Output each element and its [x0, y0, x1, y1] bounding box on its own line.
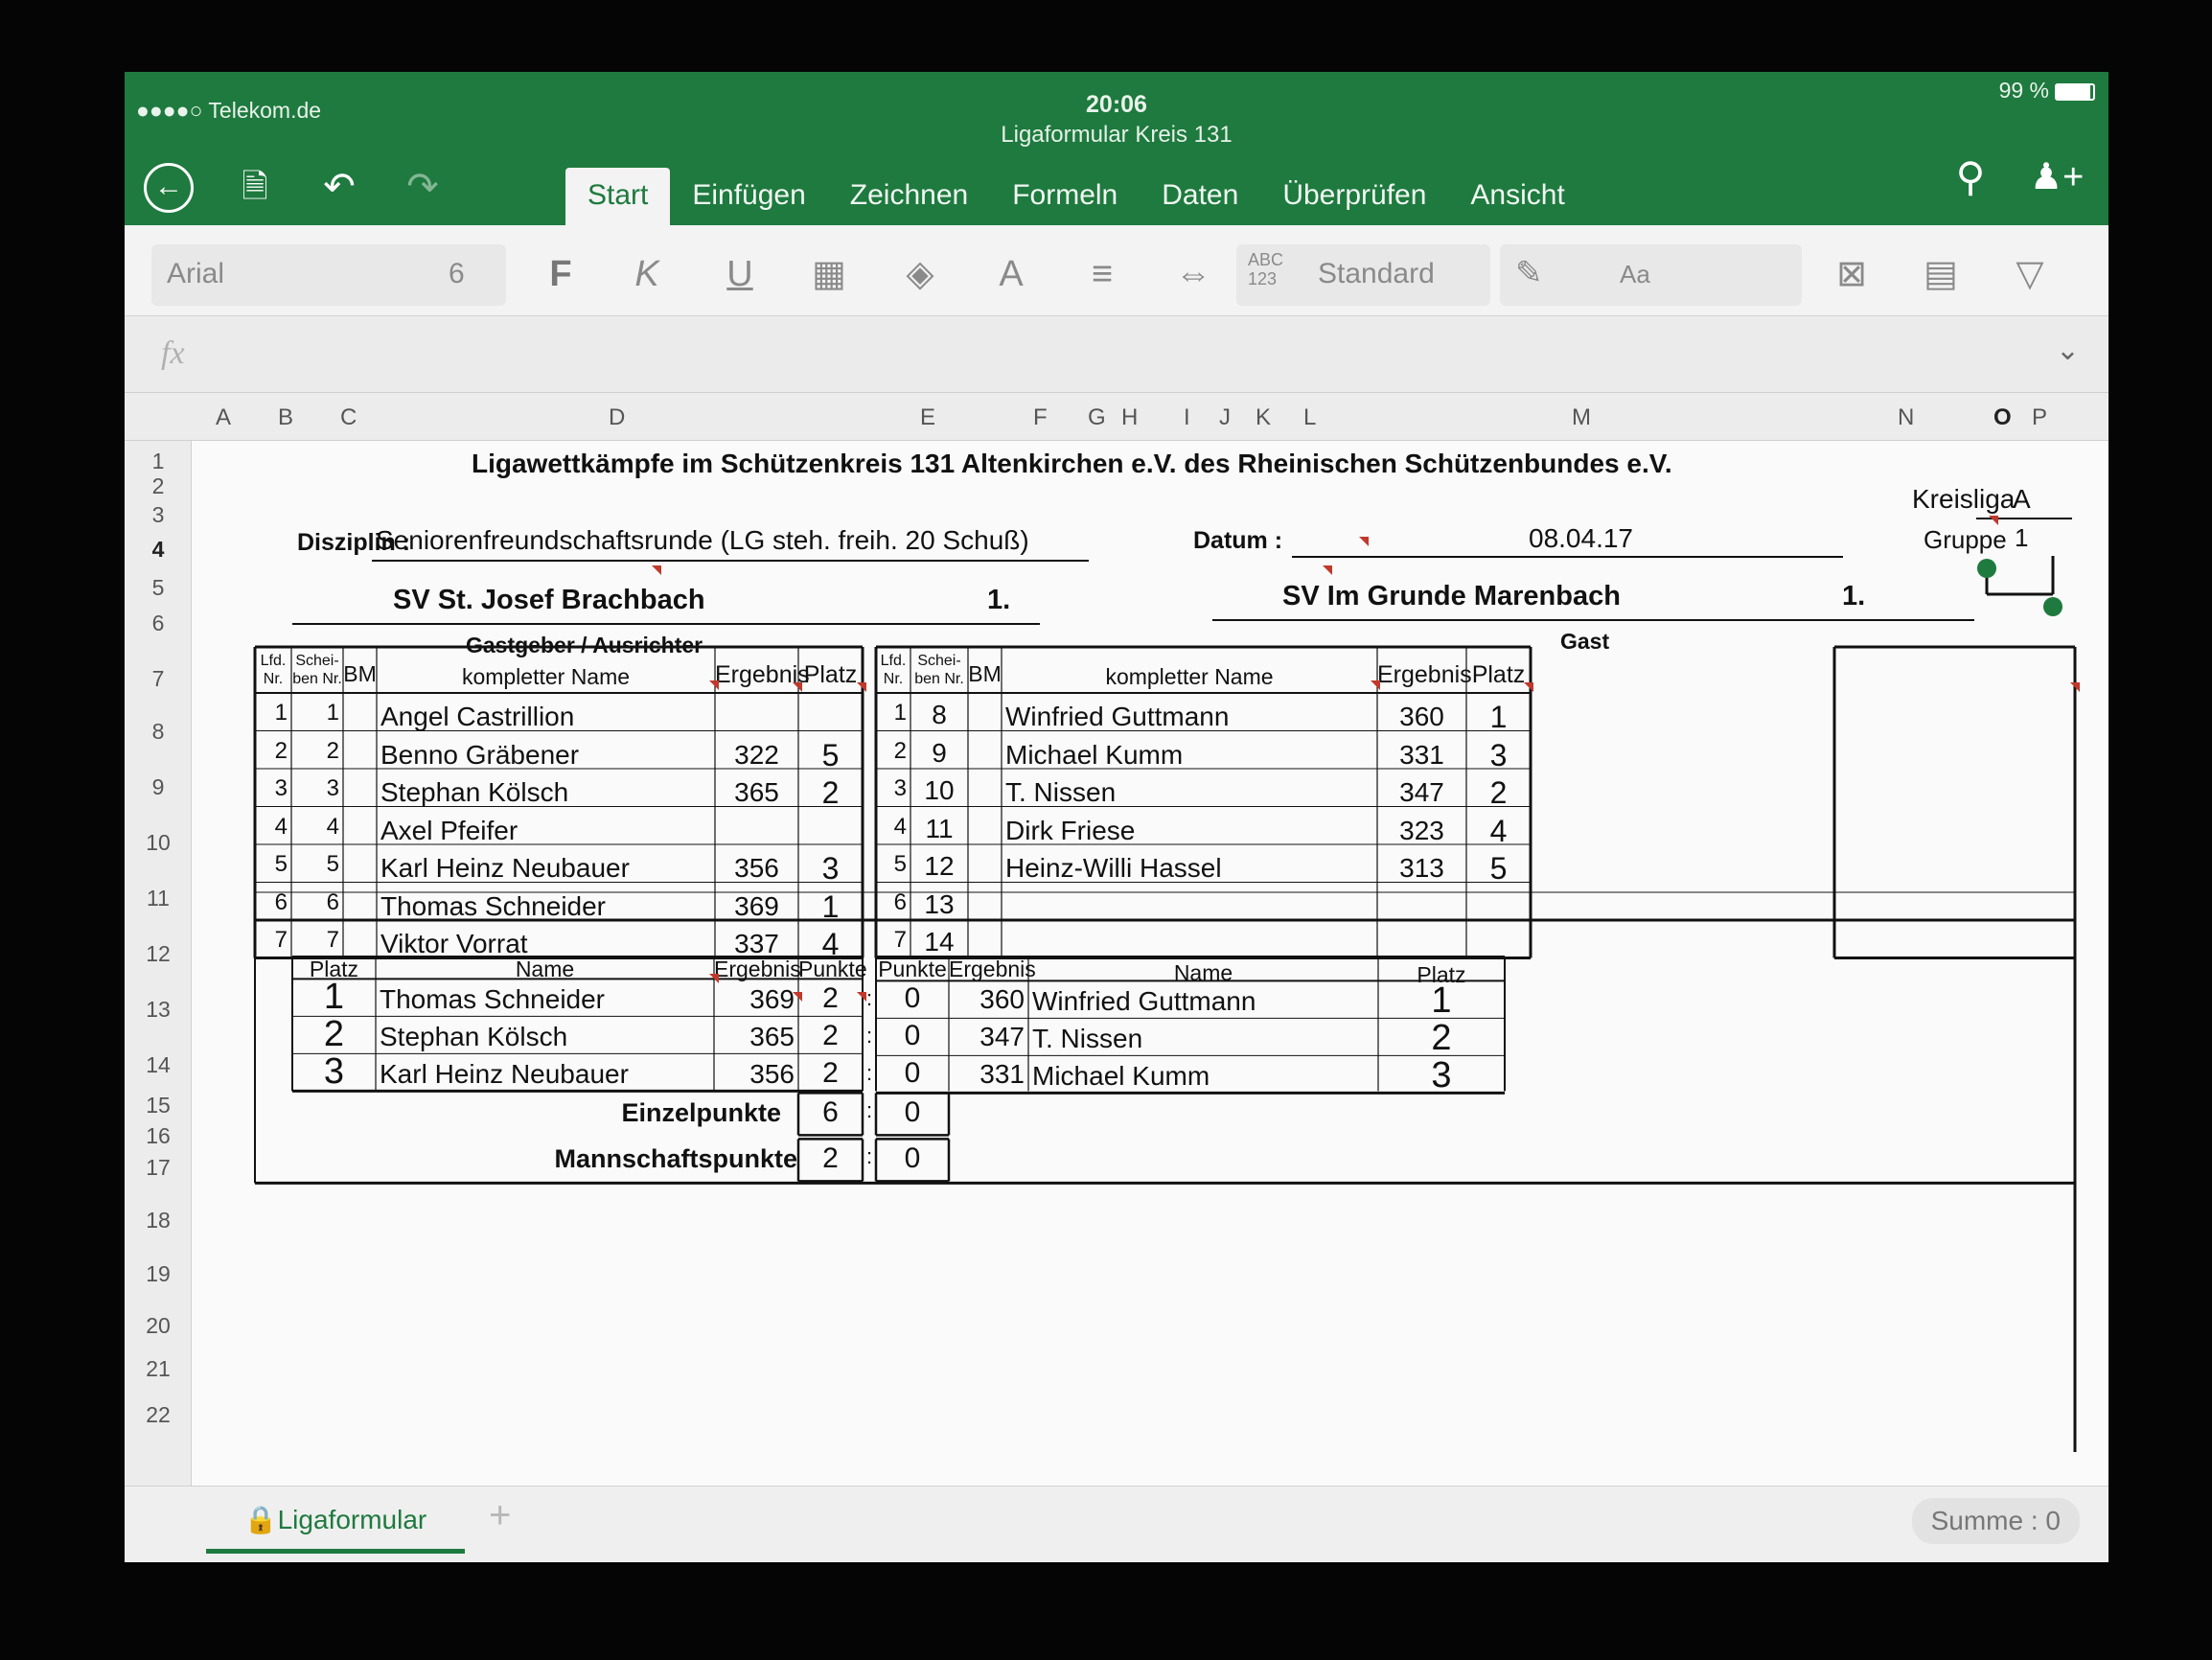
col-header[interactable]: B — [278, 404, 294, 430]
selection-handle-icon[interactable] — [1977, 559, 1996, 578]
selection-handle-icon[interactable] — [2043, 597, 2062, 616]
home-lfd[interactable]: 6 — [274, 888, 288, 915]
summary-home-platz[interactable]: 2 — [323, 1014, 345, 1055]
home-ergebnis[interactable]: 356 — [734, 853, 779, 883]
lock-icon: 🔒 — [243, 1505, 278, 1534]
sheet-tabbar — [125, 1486, 2108, 1562]
col-header[interactable]: C — [340, 404, 357, 430]
merge-cells-icon[interactable]: ⇔ — [1175, 254, 1211, 294]
comment-marker-icon[interactable] — [652, 565, 661, 575]
guest-hdr-lfd[interactable]: Lfd. Nr. — [880, 653, 907, 687]
home-hdr-ergebnis[interactable]: Ergebnis — [715, 661, 810, 688]
disziplin-label: Disziplin : — [297, 529, 411, 556]
home-hdr-scheiben[interactable]: Schei- ben Nr. — [292, 653, 342, 687]
add-person-icon[interactable]: ♟+ — [2030, 157, 2085, 197]
sheet-tab-label: Ligaformular — [277, 1505, 427, 1534]
summary-guest-hdr-name[interactable]: Name — [1173, 960, 1233, 985]
home-name[interactable]: Karl Heinz Neubauer — [380, 853, 630, 883]
home-hdr-platz[interactable]: Platz — [803, 661, 858, 688]
guest-lfd[interactable]: 6 — [893, 888, 907, 915]
back-arrow-icon[interactable]: ← — [144, 163, 194, 213]
comment-marker-icon[interactable] — [1524, 682, 1533, 692]
einzelpunkte-home[interactable]: 6 — [822, 1096, 839, 1129]
summary-guest-name[interactable]: T. Nissen — [1032, 1024, 1143, 1054]
col-header[interactable]: G — [1088, 404, 1106, 430]
tab-ueberpruefen[interactable]: Überprüfen — [1282, 179, 1427, 211]
row-header[interactable]: 11 — [147, 886, 170, 911]
comment-marker-icon[interactable] — [2070, 682, 2080, 692]
guest-ergebnis[interactable]: 360 — [1399, 702, 1444, 731]
col-header[interactable]: K — [1256, 404, 1272, 430]
score-colon[interactable]: : — [865, 1144, 873, 1169]
summary-guest-punkte[interactable]: 0 — [904, 1057, 921, 1090]
document-title: Ligaformular Kreis 131 — [1001, 122, 1233, 148]
row-header[interactable]: 10 — [146, 830, 171, 855]
battery-icon — [2055, 83, 2095, 101]
col-header[interactable]: O — [1993, 404, 2012, 430]
datum-value[interactable]: 08.04.17 — [1529, 523, 1633, 553]
summary-guest-platz[interactable]: 1 — [1431, 980, 1452, 1022]
kreisliga-label: Kreisliga — [1912, 484, 2016, 514]
home-scheibe[interactable]: 5 — [326, 851, 339, 877]
row-header[interactable]: 20 — [146, 1313, 171, 1338]
row-header[interactable]: 2 — [151, 473, 165, 498]
guest-lfd[interactable]: 2 — [893, 737, 907, 764]
guest-team-name[interactable]: SV Im Grunde Marenbach — [1282, 581, 1621, 611]
tab-daten[interactable]: Daten — [1162, 179, 1239, 211]
guest-scheibe[interactable]: 13 — [924, 888, 955, 919]
home-ergebnis[interactable]: 365 — [734, 777, 779, 807]
home-team-number[interactable]: 1. — [987, 585, 1011, 615]
score-colon[interactable]: : — [865, 1098, 873, 1123]
summary-home-ergebnis[interactable]: 356 — [749, 1059, 795, 1090]
home-lfd[interactable]: 3 — [274, 775, 288, 801]
spreadsheet-grid[interactable] — [192, 441, 2108, 1562]
guest-hdr-ergebnis[interactable]: Ergebnis — [1377, 661, 1472, 688]
summary-home-hdr-punkte[interactable]: Punkte — [798, 957, 867, 981]
summary-home-platz[interactable]: 1 — [323, 977, 345, 1018]
row-header[interactable]: 1 — [151, 449, 165, 473]
summary-guest-ergebnis[interactable]: 347 — [979, 1022, 1025, 1052]
add-sheet-button[interactable]: + — [489, 1494, 512, 1536]
einzelpunkte-guest[interactable]: 0 — [904, 1096, 921, 1129]
summary-guest-platz[interactable]: 2 — [1431, 1018, 1452, 1059]
row-header[interactable]: 9 — [151, 774, 165, 799]
summary-guest-name[interactable]: Winfried Guttmann — [1032, 986, 1256, 1017]
col-header[interactable]: M — [1572, 404, 1591, 430]
home-hdr-name[interactable]: kompletter Name — [461, 664, 631, 689]
summary-guest-punkte[interactable]: 0 — [904, 982, 921, 1015]
guest-ergebnis[interactable]: 331 — [1399, 739, 1444, 770]
chevron-down-icon[interactable]: ⌄ — [2055, 334, 2080, 366]
row-header[interactable]: 8 — [151, 719, 165, 744]
gruppe-value[interactable]: 1 — [2015, 523, 2029, 552]
pen-icon: ✎ — [1515, 255, 1543, 291]
search-icon[interactable]: ⚲ — [1955, 154, 1986, 199]
guest-name[interactable]: Dirk Friese — [1005, 815, 1136, 845]
home-name[interactable]: Benno Gräbener — [380, 739, 580, 770]
row-header[interactable]: 21 — [146, 1356, 171, 1381]
home-lfd[interactable]: 2 — [274, 737, 288, 764]
col-header[interactable]: A — [216, 404, 232, 430]
comment-marker-icon[interactable] — [709, 974, 719, 983]
home-platz[interactable]: 3 — [821, 851, 840, 886]
guest-name[interactable]: T. Nissen — [1005, 777, 1117, 807]
row-header[interactable]: 16 — [146, 1123, 171, 1148]
gruppe-label: Gruppe — [1924, 525, 2007, 554]
tab-start[interactable]: Start — [565, 168, 670, 225]
number-format-label: Standard — [1318, 258, 1435, 289]
guest-hdr-bm[interactable]: BM — [968, 661, 1002, 686]
comment-marker-icon[interactable] — [709, 680, 719, 690]
row-header[interactable]: 14 — [146, 1052, 171, 1077]
comment-marker-icon[interactable] — [857, 992, 866, 1002]
summary-home-punkte[interactable]: 2 — [822, 1020, 839, 1052]
delete-cells-icon[interactable]: ⊠ — [1836, 254, 1867, 294]
home-platz[interactable]: 2 — [821, 775, 840, 810]
guest-lfd[interactable]: 3 — [893, 775, 907, 801]
comment-marker-icon[interactable] — [793, 992, 802, 1002]
comment-marker-icon[interactable] — [1371, 680, 1380, 690]
guest-scheibe[interactable]: 14 — [924, 927, 955, 957]
battery-label: 99 % — [1998, 78, 2049, 103]
score-colon[interactable]: : — [865, 1061, 873, 1086]
home-platz[interactable]: 1 — [821, 888, 840, 924]
summary-home-punkte[interactable]: 2 — [822, 982, 839, 1015]
borders-icon[interactable]: ▦ — [812, 254, 846, 294]
sum-indicator: Summe : 0 — [1912, 1498, 2080, 1544]
number-format-icon: ABC 123 — [1248, 250, 1284, 288]
home-name[interactable]: Angel Castrillion — [380, 702, 575, 731]
font-name: Arial — [167, 258, 225, 289]
row-header[interactable]: 7 — [151, 666, 165, 691]
guest-ergebnis[interactable]: 323 — [1399, 815, 1444, 845]
comment-marker-icon[interactable] — [1323, 565, 1332, 575]
row-header[interactable]: 19 — [146, 1261, 171, 1286]
column-width-icon[interactable]: ▤ — [1924, 254, 1958, 294]
number-format-picker[interactable] — [1236, 244, 1490, 306]
home-hdr-bm[interactable]: BM — [343, 661, 377, 686]
tab-formeln[interactable]: Formeln — [1012, 179, 1118, 211]
formula-bar[interactable] — [125, 316, 2108, 393]
home-scheibe[interactable]: 7 — [326, 927, 339, 953]
fx-label: fx — [161, 335, 185, 371]
sheet-title: Ligawettkämpfe im Schützenkreis 131 Altenkirchen e.V. des Rheinischen Schützenbundes e.V. — [472, 449, 1672, 478]
row-header[interactable]: 6 — [151, 611, 165, 635]
home-name[interactable]: Viktor Vorrat — [380, 929, 528, 958]
tab-ansicht[interactable]: Ansicht — [1470, 179, 1565, 211]
row-headers — [125, 441, 192, 1562]
summary-home-name[interactable]: Thomas Schneider — [380, 984, 606, 1015]
sort-filter-icon[interactable]: ▽ — [2016, 254, 2044, 294]
styles-label: Aa — [1620, 260, 1650, 288]
battery-indicator — [1999, 78, 2095, 104]
ribbon-tabs — [565, 168, 1587, 225]
guest-hdr-platz[interactable]: Platz — [1471, 661, 1526, 688]
summary-home-name[interactable]: Stephan Kölsch — [380, 1022, 568, 1052]
guest-lfd[interactable]: 4 — [893, 813, 907, 840]
summary-home-hdr-ergebnis[interactable]: Ergebnis — [714, 957, 801, 981]
italic-button[interactable]: K — [634, 254, 659, 294]
row-header[interactable]: 12 — [146, 941, 171, 966]
row-header[interactable]: 5 — [151, 575, 165, 600]
guest-team-number[interactable]: 1. — [1842, 581, 1866, 611]
mannschaftspunkte-home[interactable]: 2 — [822, 1142, 839, 1175]
home-hdr-lfd[interactable]: Lfd. Nr. — [260, 653, 287, 687]
font-size[interactable]: 6 — [449, 258, 465, 289]
sheet-tab-ligaformular[interactable] — [206, 1490, 465, 1554]
home-platz[interactable]: 4 — [821, 927, 840, 961]
col-header[interactable]: H — [1121, 404, 1139, 430]
guest-scheibe[interactable]: 11 — [925, 813, 954, 843]
summary-guest-platz[interactable]: 3 — [1431, 1055, 1452, 1096]
guest-scheibe[interactable]: 10 — [924, 775, 955, 805]
summary-home-hdr-name[interactable]: Name — [515, 957, 575, 981]
home-team-name[interactable]: SV St. Josef Brachbach — [393, 585, 705, 615]
summary-guest-ergebnis[interactable]: 331 — [979, 1059, 1025, 1090]
summary-guest-hdr-platz[interactable]: Platz — [1417, 962, 1466, 987]
score-colon[interactable]: : — [865, 1024, 873, 1049]
underline-button[interactable]: U — [726, 254, 753, 294]
guest-name[interactable]: Michael Kumm — [1005, 739, 1184, 770]
column-headers — [125, 393, 2108, 441]
summary-guest-punkte[interactable]: 0 — [904, 1020, 921, 1052]
row-header[interactable]: 4 — [151, 537, 165, 562]
bold-button[interactable]: F — [549, 254, 572, 294]
cell-styles-picker[interactable] — [1500, 244, 1802, 306]
home-scheibe[interactable]: 2 — [326, 737, 339, 764]
home-scheibe[interactable]: 1 — [326, 700, 339, 726]
summary-home-ergebnis[interactable]: 365 — [749, 1022, 795, 1052]
align-icon[interactable]: ≡ — [1091, 254, 1114, 294]
guest-ergebnis[interactable]: 347 — [1399, 777, 1444, 807]
guest-platz[interactable]: 1 — [1489, 700, 1508, 734]
home-ergebnis[interactable]: 337 — [734, 929, 779, 958]
guest-lfd[interactable]: 5 — [893, 851, 907, 877]
col-header[interactable]: E — [920, 404, 936, 430]
comment-marker-icon[interactable] — [793, 682, 802, 692]
col-header[interactable]: P — [2032, 404, 2048, 430]
undo-icon[interactable]: ↶ — [323, 166, 356, 208]
home-platz[interactable]: 5 — [821, 737, 840, 772]
home-lfd[interactable]: 7 — [274, 927, 288, 953]
summary-home-ergebnis[interactable]: 369 — [749, 984, 795, 1015]
guest-scheibe[interactable]: 8 — [932, 700, 947, 729]
font-color-button[interactable]: A — [999, 254, 1024, 294]
guest-platz[interactable]: 5 — [1489, 851, 1508, 886]
row-header[interactable]: 18 — [146, 1208, 171, 1233]
font-picker[interactable] — [151, 244, 506, 306]
einzelpunkte-label[interactable]: Einzelpunkte — [621, 1098, 781, 1128]
guest-scheibe[interactable]: 12 — [924, 851, 955, 881]
comment-marker-icon[interactable] — [857, 682, 866, 692]
summary-home-platz[interactable]: 3 — [323, 1051, 345, 1093]
col-header[interactable]: N — [1898, 404, 1915, 430]
tab-einfuegen[interactable]: Einfügen — [692, 179, 806, 211]
home-ergebnis[interactable]: 369 — [734, 890, 779, 921]
disziplin-value[interactable]: Seniorenfreundschaftsrunde (LG steh. freih. 20 Schuß) — [376, 525, 1029, 555]
guest-name[interactable]: Heinz-Willi Hassel — [1005, 853, 1222, 883]
guest-platz[interactable]: 2 — [1489, 775, 1508, 810]
row-header[interactable]: 15 — [146, 1093, 171, 1118]
comment-marker-icon[interactable] — [1989, 516, 1998, 525]
row-header[interactable]: 22 — [146, 1402, 171, 1427]
guest-hdr-scheiben[interactable]: Schei- ben Nr. — [914, 653, 964, 687]
summary-home-name[interactable]: Karl Heinz Neubauer — [380, 1059, 629, 1090]
row-header[interactable]: 17 — [146, 1155, 171, 1180]
home-scheibe[interactable]: 6 — [326, 888, 339, 915]
comment-marker-icon[interactable] — [1359, 537, 1369, 546]
row-header[interactable]: 3 — [151, 502, 165, 527]
home-lfd[interactable]: 4 — [274, 813, 288, 840]
clock-label: 20:06 — [1086, 91, 1147, 118]
guest-lfd[interactable]: 7 — [893, 927, 907, 953]
tab-zeichnen[interactable]: Zeichnen — [849, 179, 969, 211]
file-icon[interactable]: 🗎 — [242, 169, 268, 205]
col-header[interactable]: J — [1219, 404, 1231, 430]
col-header[interactable]: L — [1303, 404, 1317, 430]
summary-guest-hdr-ergebnis[interactable]: Ergebnis — [949, 957, 1036, 981]
summary-guest-name[interactable]: Michael Kumm — [1032, 1061, 1210, 1092]
col-header[interactable]: F — [1033, 404, 1048, 430]
home-name[interactable]: Thomas Schneider — [380, 890, 607, 921]
home-name[interactable]: Stephan Kölsch — [380, 777, 569, 807]
ribbon-toolbar — [125, 225, 2108, 316]
summary-home-hdr-platz[interactable]: Platz — [309, 957, 359, 981]
summary-guest-ergebnis[interactable]: 360 — [979, 984, 1025, 1015]
row-header[interactable]: 13 — [146, 997, 171, 1022]
col-header[interactable]: D — [609, 404, 626, 430]
datum-label: Datum : — [1193, 527, 1283, 554]
carrier-label: ●●●●○ Telekom.de — [136, 98, 322, 123]
home-lfd[interactable]: 5 — [274, 851, 288, 877]
redo-icon[interactable]: ↷ — [406, 166, 439, 208]
summary-home-punkte[interactable]: 2 — [822, 1057, 839, 1090]
guest-platz[interactable]: 3 — [1489, 737, 1508, 772]
col-header[interactable]: I — [1184, 404, 1190, 430]
home-lfd[interactable]: 1 — [274, 700, 288, 726]
kreisliga-value[interactable]: A — [2013, 484, 2031, 514]
guest-ergebnis[interactable]: 313 — [1399, 853, 1444, 883]
guest-name[interactable]: Winfried Guttmann — [1005, 702, 1230, 731]
guest-platz[interactable]: 4 — [1489, 813, 1508, 848]
guest-scheibe[interactable]: 9 — [932, 737, 947, 768]
guest-hdr-name[interactable]: kompletter Name — [1105, 664, 1274, 689]
home-name[interactable]: Axel Pfeifer — [380, 815, 518, 845]
score-colon[interactable]: : — [865, 986, 873, 1011]
title-bar — [125, 72, 2108, 225]
guest-role: Gast — [1560, 629, 1610, 654]
mannschaftspunkte-label[interactable]: Mannschaftspunkte — [554, 1144, 797, 1174]
home-role: Gastgeber / Ausrichter — [466, 633, 703, 657]
home-ergebnis[interactable]: 322 — [734, 739, 779, 770]
summary-guest-hdr-punkte[interactable]: Punkte — [878, 957, 947, 981]
home-scheibe[interactable]: 4 — [326, 813, 339, 840]
fill-color-icon[interactable]: ◈ — [906, 254, 934, 294]
mannschaftspunkte-guest[interactable]: 0 — [904, 1142, 921, 1175]
app-screen — [125, 72, 2108, 1562]
guest-lfd[interactable]: 1 — [893, 700, 907, 726]
home-scheibe[interactable]: 3 — [326, 775, 339, 801]
